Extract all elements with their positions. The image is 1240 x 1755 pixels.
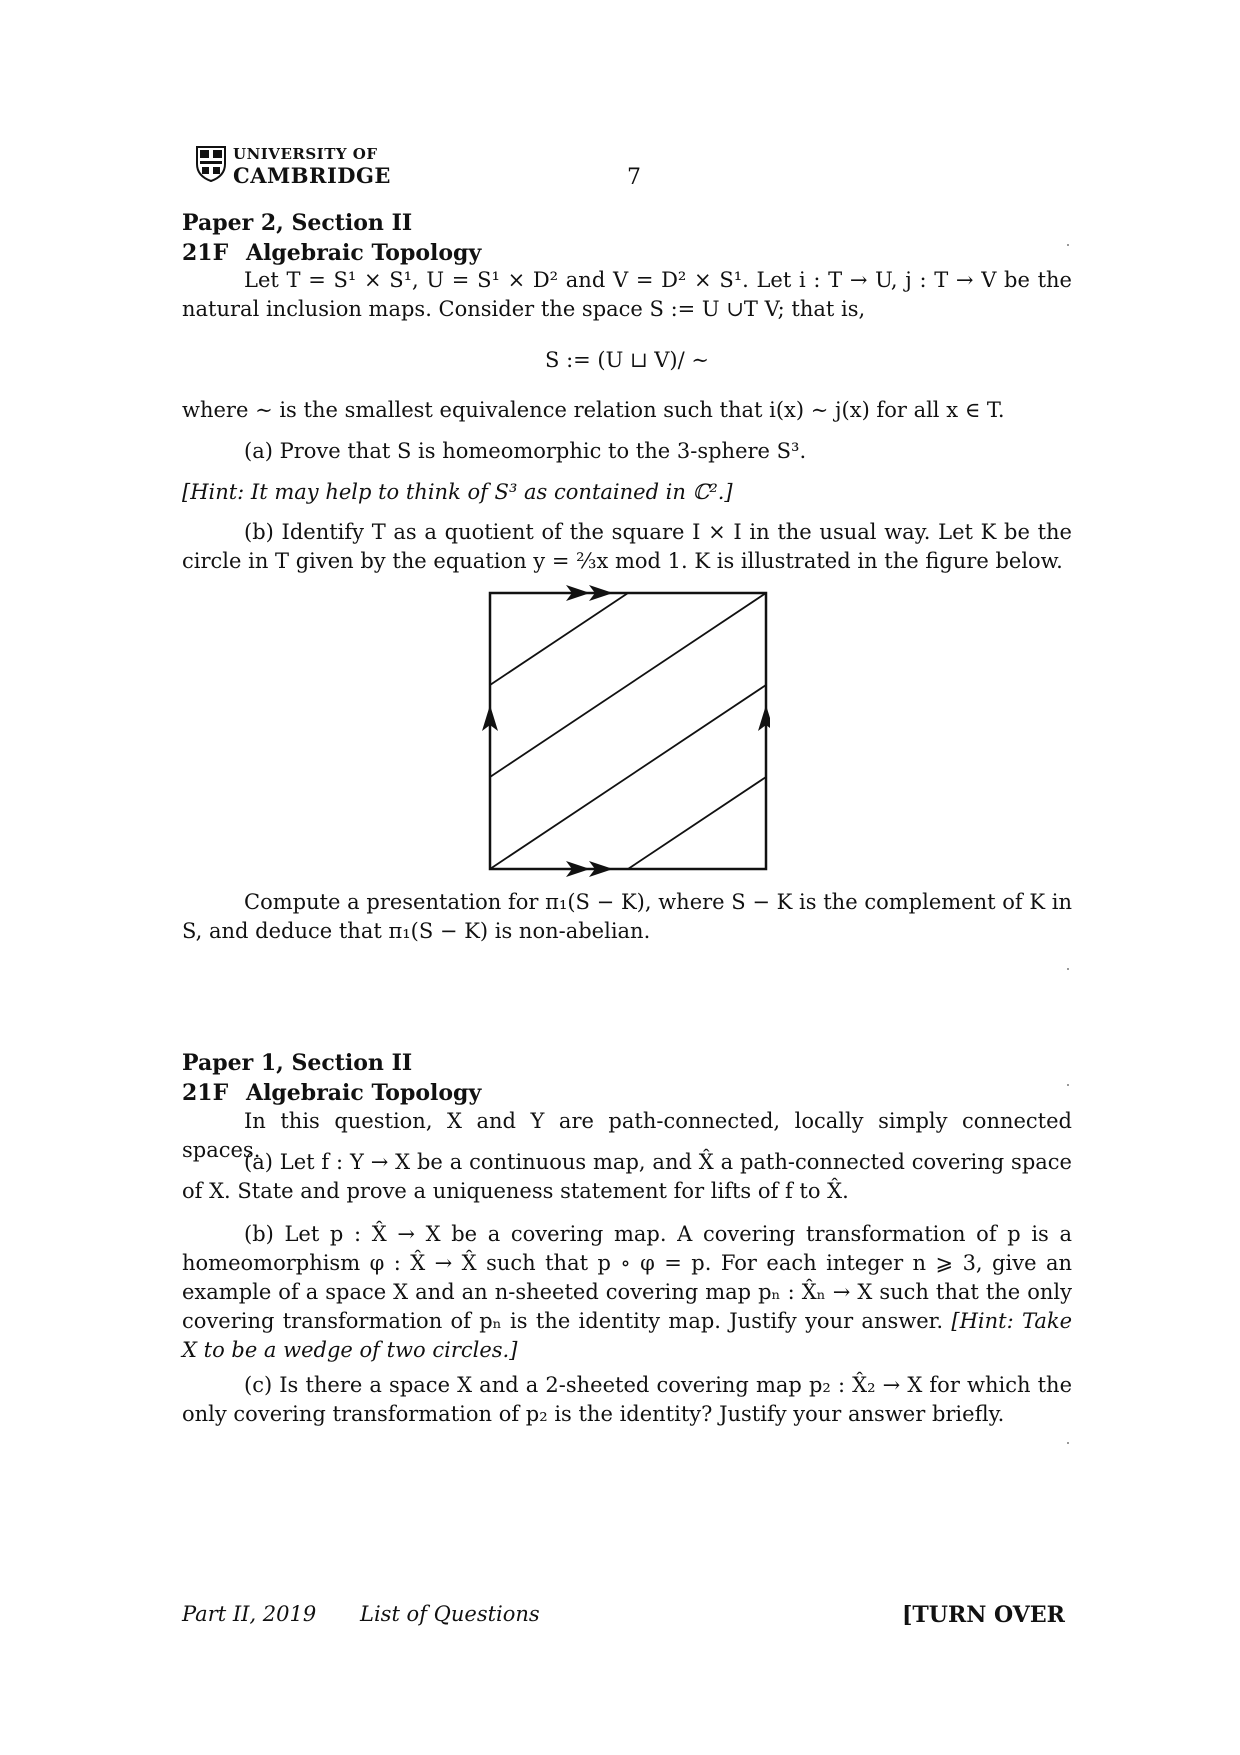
- margin-mark: [1067, 1442, 1069, 1444]
- footer-part: Part II, 2019: [182, 1602, 317, 1626]
- margin-mark: [1067, 244, 1069, 246]
- page-number: 7: [627, 165, 641, 190]
- q1-part-b-continued: Compute a presentation for π₁(S − K), where S − K is the complement of K in S, and deduce that π₁(S − K) is non-abelian.: [182, 890, 1072, 943]
- q1-hint-a: [Hint: It may help to think of S³ as contained in ℂ².]: [182, 480, 733, 504]
- torus-square-figure: [470, 580, 770, 880]
- university-name-line2: CAMBRIDGE: [233, 163, 391, 188]
- bottom-double-arrow-icon: [566, 861, 613, 877]
- q1-title: Algebraic Topology: [246, 240, 482, 266]
- top-double-arrow-icon: [566, 585, 613, 601]
- q1-title-line: [182, 240, 481, 266]
- right-arrow-icon: [758, 705, 770, 731]
- margin-mark: [1067, 968, 1069, 970]
- q2-intro: In this question, X and Y are path-connected, locally simply connected spaces.: [182, 1109, 1072, 1162]
- curve-segment-4: [628, 777, 766, 869]
- q1-section-heading: Paper 2, Section II: [182, 210, 413, 236]
- q2-section-heading: Paper 1, Section II: [182, 1050, 413, 1076]
- q1-part-b: (b) Identify T as a quotient of the square I × I in the usual way. Let K be the circle in T given by the equation y = ⅔x mod 1. K is illustrated in the figure below.: [182, 520, 1072, 573]
- q2-part-a: (a) Let f : Y → X be a continuous map, and X̂ a path-connected covering space of X. State and prove a uniqueness statement for lifts of f to X̂.: [182, 1150, 1072, 1203]
- university-name-line1: UNIVERSITY OF: [233, 145, 378, 163]
- footer-list: List of Questions: [360, 1602, 540, 1626]
- q2-title: Algebraic Topology: [246, 1080, 482, 1106]
- q1-display-equation: S := (U ⊔ V)/ ∼: [545, 348, 709, 372]
- margin-mark: [1067, 1084, 1069, 1086]
- q2-part-c: (c) Is there a space X and a 2-sheeted covering map p₂ : X̂₂ → X for which the only covering transformation of p₂ is the identity? Justify your answer briefly.: [182, 1373, 1072, 1426]
- q1-number: 21F: [182, 240, 229, 266]
- q1-intro: Let T = S¹ × S¹, U = S¹ × D² and V = D² × S¹. Let i : T → U, j : T → V be the natural inclusion maps. Consider the space S := U ∪T V; that is,: [182, 268, 1072, 321]
- curve-segment-3: [490, 593, 628, 685]
- q2-number: 21F: [182, 1080, 229, 1106]
- footer-turn-over: [TURN OVER: [902, 1602, 1065, 1628]
- curve-segment-1: [490, 685, 766, 869]
- square-boundary: [490, 593, 766, 869]
- q2-part-b-text: (b) Let p : X̂ → X be a covering map. A covering transformation of p is a homeomorphism φ : X̂ → X̂ such that p ∘ φ = p. For each integer n ⩾ 3, give an example of a space X and an n-sheeted covering map pₙ : X̂ₙ → X such that the only covering transformation of pₙ is the identity map. Justify your answer.: [182, 1222, 1072, 1333]
- q1-part-a: (a) Prove that S is homeomorphic to the 3-sphere S³.: [244, 439, 807, 463]
- q2-title-line: [182, 1080, 481, 1106]
- curve-segment-2: [490, 593, 766, 777]
- q2-part-b-hint: [Hint: Take X to be a wedge of two circles.]: [182, 1309, 1072, 1362]
- q1-relation-text: where ∼ is the smallest equivalence relation such that i(x) ∼ j(x) for all x ∈ T.: [182, 398, 1005, 422]
- university-crest-logo: [196, 146, 226, 182]
- q2-part-b: [182, 1220, 1072, 1365]
